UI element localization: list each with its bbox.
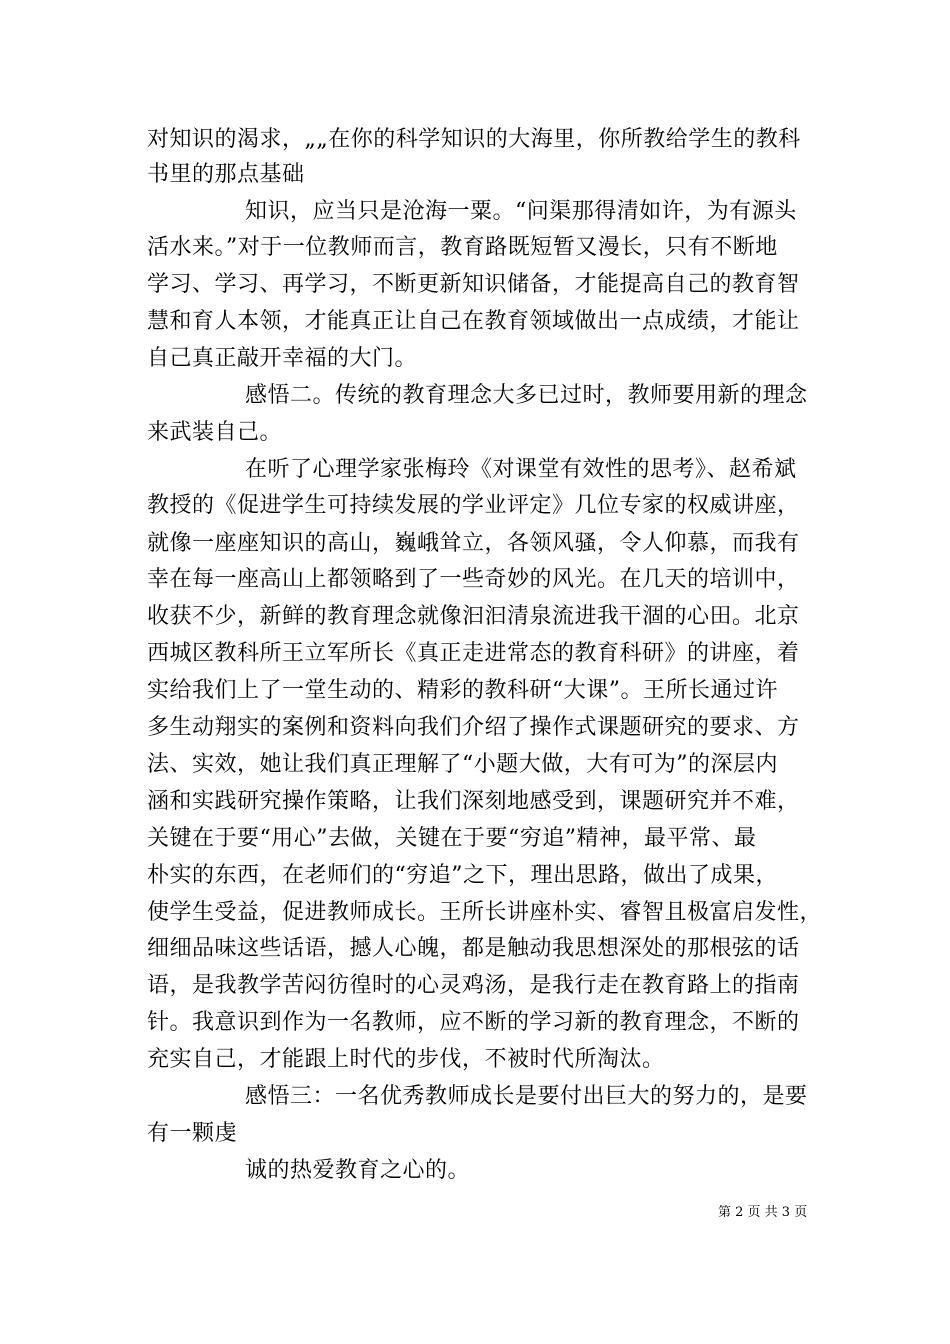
text-line: 细细品味这些话语，撼人心魄，都是触动我思想深处的那根弦的话 — [147, 936, 800, 961]
text-line: 感悟二。传统的教育理念大多已过时，教师要用新的理念 — [245, 383, 808, 408]
text-line: 朴实的东西，在老师们的“穷追”之下，理出思路，做出了成果， — [147, 863, 778, 888]
text-line: 有一颗虔 — [147, 1121, 238, 1146]
text-line: 教授的《促进学生可持续发展的学业评定》几位专家的权威讲座， — [147, 493, 800, 518]
text-line: 知识，应当只是沧海一粟。“问渠那得清如许，为有源头 — [245, 199, 797, 224]
text-line: 涵和实践研究操作策略，让我们深刻地感受到，课题研究并不难， — [147, 789, 800, 814]
text-line: 西城区教科所王立军所长《真正走进常态的教育科研》的讲座，着 — [147, 641, 800, 666]
text-line: 实给我们上了一堂生动的、精彩的教科研“大课”。王所长通过许 — [147, 678, 778, 703]
text-line: 收获不少，新鲜的教育理念就像汩汩清泉流进我干涸的心田。北京 — [147, 604, 800, 629]
text-line: 活水来。”对于一位教师而言，教育路既短暂又漫长，只有不断地 — [147, 235, 778, 260]
text-line: 充实自己，才能跟上时代的步伐，不被时代所淘汰。 — [147, 1047, 665, 1072]
text-line: 感悟三：一名优秀教师成长是要付出巨大的努力的，是要 — [245, 1084, 808, 1109]
text-line: 就像一座座知识的高山，巍峨耸立，各领风骚，令人仰慕，而我有 — [147, 531, 800, 556]
text-line: 关键在于要“用心”去做，关键在于要“穷追”精神，最平常、最 — [147, 826, 757, 851]
text-line: 针。我意识到作为一名教师，应不断的学习新的教育理念，不断的 — [147, 1010, 800, 1035]
text-line: 使学生受益，促进教师成长。王所长讲座朴实、睿智且极富启发性， — [147, 900, 823, 925]
text-line: 自己真正敲开幸福的大门。 — [147, 346, 418, 371]
text-line: 语，是我教学苦闷彷徨时的心灵鸡汤，是我行走在教育路上的指南 — [147, 973, 800, 998]
text-line: 慧和育人本领，才能真正让自己在教育领域做出一点成绩，才能让 — [147, 309, 800, 334]
text-line: 法、实效，她让我们真正理解了“小题大做，大有可为”的深层内 — [147, 752, 778, 777]
text-line: 对知识的渴求，„„在你的科学知识的大海里，你所教给学生的教科 — [147, 127, 801, 152]
text-line: 多生动翔实的案例和资料向我们介绍了操作式课题研究的要求、方 — [147, 715, 800, 740]
text-line: 幸在每一座高山上都领略到了一些奇妙的风光。在几天的培训中， — [147, 567, 800, 592]
text-line: 书里的那点基础 — [147, 162, 305, 187]
text-line: 学习、学习、再学习，不断更新知识储备，才能提高自己的教育智 — [147, 272, 800, 297]
page-number: 第 2 页 共 3 页 — [718, 1205, 808, 1220]
text-line: 在听了心理学家张梅玲《对课堂有效性的思考》、赵希斌 — [245, 457, 797, 482]
text-line: 诚的热爱教育之心的。 — [245, 1158, 471, 1183]
text-line: 来武装自己。 — [147, 420, 283, 445]
